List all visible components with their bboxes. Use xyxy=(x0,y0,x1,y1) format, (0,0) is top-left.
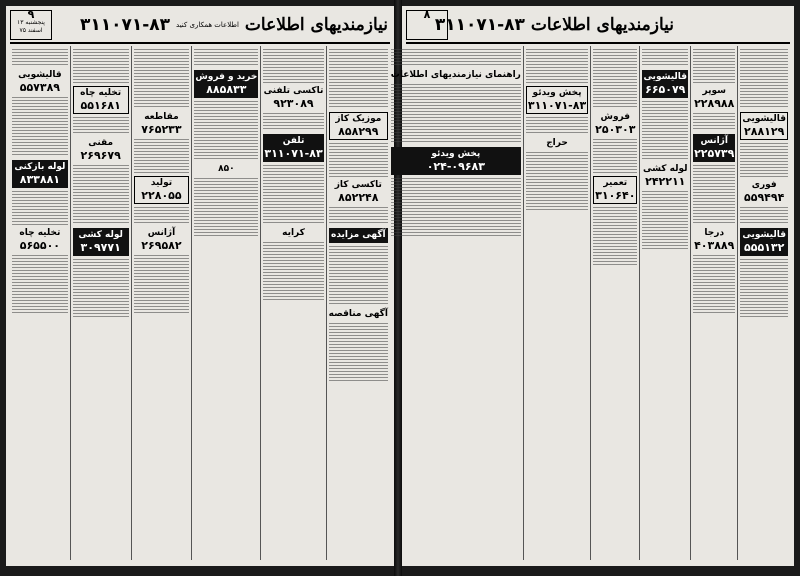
right-page xyxy=(390,6,794,566)
right-page-column xyxy=(523,46,590,560)
ad-phone-number: ۷۶۵۲۳۳ xyxy=(141,123,182,136)
classified-text-block xyxy=(12,97,68,157)
classified-text-block xyxy=(194,101,258,161)
classified-text-block xyxy=(263,49,323,83)
right-masthead-rule xyxy=(406,42,790,44)
classified-text-block xyxy=(391,49,521,67)
classified-ad xyxy=(73,138,129,162)
classified-text-block xyxy=(12,191,68,225)
right-masthead xyxy=(434,10,674,40)
right-columns xyxy=(390,46,790,560)
classified-ad xyxy=(693,228,735,252)
left-page-column xyxy=(326,46,390,560)
classified-text-block xyxy=(693,49,735,83)
classified-text-block xyxy=(693,113,735,131)
right-masthead-phone: ۳۱۱۰۷۱-۸۳ xyxy=(434,15,525,35)
ad-phone-number: ۲۲۸۹۸۸ xyxy=(694,97,735,110)
classified-ad xyxy=(73,86,129,114)
ad-heading: آژانس xyxy=(147,228,176,238)
ad-phone-number: ۲۵۰۳۰۳ xyxy=(595,123,636,136)
ad-phone-number: ۳۱۱۰۷۱-۸۳ xyxy=(527,99,587,112)
classified-text-block xyxy=(593,207,637,267)
ad-heading: لوله کشی xyxy=(78,230,123,240)
classified-text-block xyxy=(263,165,323,225)
left-masthead-sub: اطلاعات همکاری کنید xyxy=(176,21,239,29)
classified-text-block xyxy=(740,207,788,225)
ad-heading: تاکسی تلفنی xyxy=(263,86,324,96)
ad-phone-number: ۵۶۵۵۰۰ xyxy=(19,239,61,252)
classified-ad xyxy=(329,180,388,204)
classified-text-block xyxy=(134,49,190,109)
ad-heading: مقنی xyxy=(88,138,114,148)
classified-text-block xyxy=(329,207,388,225)
left-masthead-phone: ۳۱۱۰۷۱-۸۳ xyxy=(79,15,171,35)
classified-ad xyxy=(263,86,323,110)
classified-ad xyxy=(391,147,521,175)
classified-text-block xyxy=(526,49,588,83)
left-page xyxy=(6,6,394,566)
ad-heading: خرید و فروش xyxy=(195,72,258,82)
ad-heading: لوله بازکنی xyxy=(14,162,66,172)
classified-text-block xyxy=(391,84,521,144)
ad-heading: حراج xyxy=(546,138,568,148)
classified-ad xyxy=(134,176,190,204)
ad-phone-number: ۵۵۷۳۸۹ xyxy=(19,81,61,94)
left-page-column xyxy=(131,46,192,560)
right-page-number: ۸ xyxy=(423,8,431,21)
classified-text-block xyxy=(642,101,688,161)
ad-heading: آگهی مزایده xyxy=(331,230,386,240)
ad-phone-number: ۴۰۳۸۸۹ xyxy=(694,239,735,252)
classified-text-block xyxy=(526,117,588,135)
classified-text-block xyxy=(12,255,68,315)
classified-text-block xyxy=(12,49,68,67)
ad-heading: قالیشویی xyxy=(742,114,786,124)
classified-ad xyxy=(263,228,323,239)
classified-ad xyxy=(329,228,388,243)
ad-phone-number: ۶۶۵۰۷۹ xyxy=(645,83,686,96)
right-masthead-title: نیازمندیهای اطلاعات xyxy=(530,15,674,35)
classified-text-block xyxy=(642,49,688,67)
classified-ad xyxy=(526,86,588,114)
classified-ad xyxy=(526,138,588,149)
ad-phone-number: ۸۸۵۸۳۳ xyxy=(206,83,247,96)
ad-heading: موزیک کاز xyxy=(335,114,382,124)
right-page-column xyxy=(590,46,639,560)
ad-phone-number: ۹۲۳۰۸۹ xyxy=(273,97,314,110)
classified-text-block xyxy=(73,259,129,319)
classified-text-block xyxy=(329,246,388,306)
classified-text-block xyxy=(134,207,190,225)
classified-ad xyxy=(329,309,388,320)
left-page-number-box xyxy=(10,10,52,40)
left-page-column xyxy=(10,46,70,560)
ad-heading: فوری xyxy=(751,180,777,190)
classified-ad xyxy=(329,112,388,140)
ad-phone-number: ۸۵۲۲۴۸ xyxy=(338,191,379,204)
classified-text-block xyxy=(263,242,323,302)
ad-heading: تخلیه چاه xyxy=(19,228,61,238)
classified-text-block xyxy=(391,178,521,238)
classified-text-block xyxy=(740,143,788,177)
right-page-column xyxy=(690,46,737,560)
classified-text-block xyxy=(194,178,258,238)
ad-phone-number: ۲۴۲۲۱۱ xyxy=(645,175,686,188)
ad-heading: درجا xyxy=(704,228,725,238)
ad-heading: قالیشویی xyxy=(742,230,786,240)
ad-heading: پخش ویدئو xyxy=(431,149,481,159)
classified-text-block xyxy=(194,49,258,67)
classified-text-block xyxy=(263,113,323,131)
classified-text-block xyxy=(73,165,129,225)
classified-text-block xyxy=(526,152,588,212)
ad-phone-number: ۸۳۳۸۸۱ xyxy=(19,173,61,186)
classified-text-block xyxy=(693,165,735,225)
ad-phone-number: ۵۵۵۱۳۲ xyxy=(744,241,785,254)
ad-phone-number: ۲۲۵۷۳۹ xyxy=(694,147,735,160)
classified-ad xyxy=(740,112,788,140)
classified-ad xyxy=(134,112,190,136)
classified-ad xyxy=(263,134,323,162)
classified-ad xyxy=(593,176,637,204)
ad-heading: لوله کشی xyxy=(643,164,688,174)
ad-heading: آژانس xyxy=(700,136,728,146)
classified-text-block xyxy=(593,139,637,173)
left-page-number: ۹ xyxy=(27,8,35,21)
ad-heading: تولید xyxy=(150,178,173,188)
classified-ad xyxy=(593,112,637,136)
classified-text-block xyxy=(642,191,688,251)
classified-ad xyxy=(740,180,788,204)
classified-ad xyxy=(693,86,735,110)
classified-ad xyxy=(194,164,258,175)
ad-phone-number: ۰۲۴-۰۹۶۸۳ xyxy=(426,160,485,173)
ad-heading: تلفن xyxy=(282,136,305,146)
classified-ad xyxy=(73,228,129,256)
ad-heading: راهنمای نیازمندیهای اطلاعات xyxy=(390,70,521,80)
classified-ad xyxy=(693,134,735,162)
right-page-column xyxy=(737,46,790,560)
ad-heading: تاکسی کاز xyxy=(334,180,382,190)
right-page-column xyxy=(389,46,523,560)
ad-heading: تخلیه چاه xyxy=(80,88,122,98)
ad-phone-number: ۲۶۹۶۷۹ xyxy=(80,149,121,162)
left-page-column xyxy=(191,46,260,560)
ad-heading: تعمیر xyxy=(603,178,628,188)
classified-text-block xyxy=(329,143,388,177)
ad-heading: فروش xyxy=(600,112,631,122)
classified-text-block xyxy=(73,49,129,83)
left-columns xyxy=(10,46,390,560)
classified-text-block xyxy=(593,49,637,109)
left-masthead-rule xyxy=(10,42,390,44)
ad-phone-number: ۳۱۱۰۷۱-۸۳ xyxy=(264,147,323,160)
ad-heading: آگهی مناقصه xyxy=(328,309,388,319)
left-page-column xyxy=(70,46,131,560)
classified-ad xyxy=(391,70,521,81)
classified-text-block xyxy=(693,255,735,315)
ad-phone-number: ۵۵۹۴۹۴ xyxy=(744,191,785,204)
ad-phone-number: ۳۰۹۷۷۱ xyxy=(80,241,121,254)
classified-text-block xyxy=(740,259,788,319)
classified-text-block xyxy=(73,117,129,135)
ad-phone-number: ۲۸۸۱۲۹ xyxy=(744,125,785,138)
left-page-column xyxy=(260,46,325,560)
ad-phone-number: ۳۱۰۶۴۰ xyxy=(595,189,636,202)
classified-text-block xyxy=(740,49,788,109)
left-masthead-title: نیازمندیهای اطلاعات xyxy=(244,15,388,35)
classified-text-block xyxy=(134,139,190,173)
classified-ad xyxy=(642,164,688,188)
ad-phone-number: ۸۵۸۲۹۹ xyxy=(338,125,379,138)
classified-text-block xyxy=(329,323,388,383)
ad-phone-number: ۲۶۹۵۸۲ xyxy=(141,239,182,252)
ad-heading: قالیشویی xyxy=(18,70,62,80)
ad-heading: قالیشویی xyxy=(643,72,688,82)
ad-heading: کرایه xyxy=(282,228,305,238)
ad-heading: ۸۵۰ xyxy=(218,164,235,174)
classified-ad xyxy=(740,228,788,256)
classified-ad xyxy=(12,160,68,188)
ad-phone-number: ۵۵۱۶۸۱ xyxy=(80,99,121,112)
classified-text-block xyxy=(134,255,190,315)
ad-heading: سوپر xyxy=(702,86,726,96)
left-masthead xyxy=(56,10,388,40)
right-page-column xyxy=(639,46,690,560)
ad-heading: پخش ویدئو xyxy=(532,88,582,98)
left-date-line: پنجشنبه ۱۳ اسفند ۷۵ xyxy=(17,19,45,34)
classified-ad xyxy=(12,70,68,94)
ad-phone-number: ۲۲۸۰۵۵ xyxy=(141,189,182,202)
classified-text-block xyxy=(329,49,388,109)
classified-ad xyxy=(134,228,190,252)
classified-ad xyxy=(194,70,258,98)
ad-heading: مقاطعه xyxy=(144,112,179,122)
classified-ad xyxy=(12,228,68,252)
classified-ad xyxy=(642,70,688,98)
